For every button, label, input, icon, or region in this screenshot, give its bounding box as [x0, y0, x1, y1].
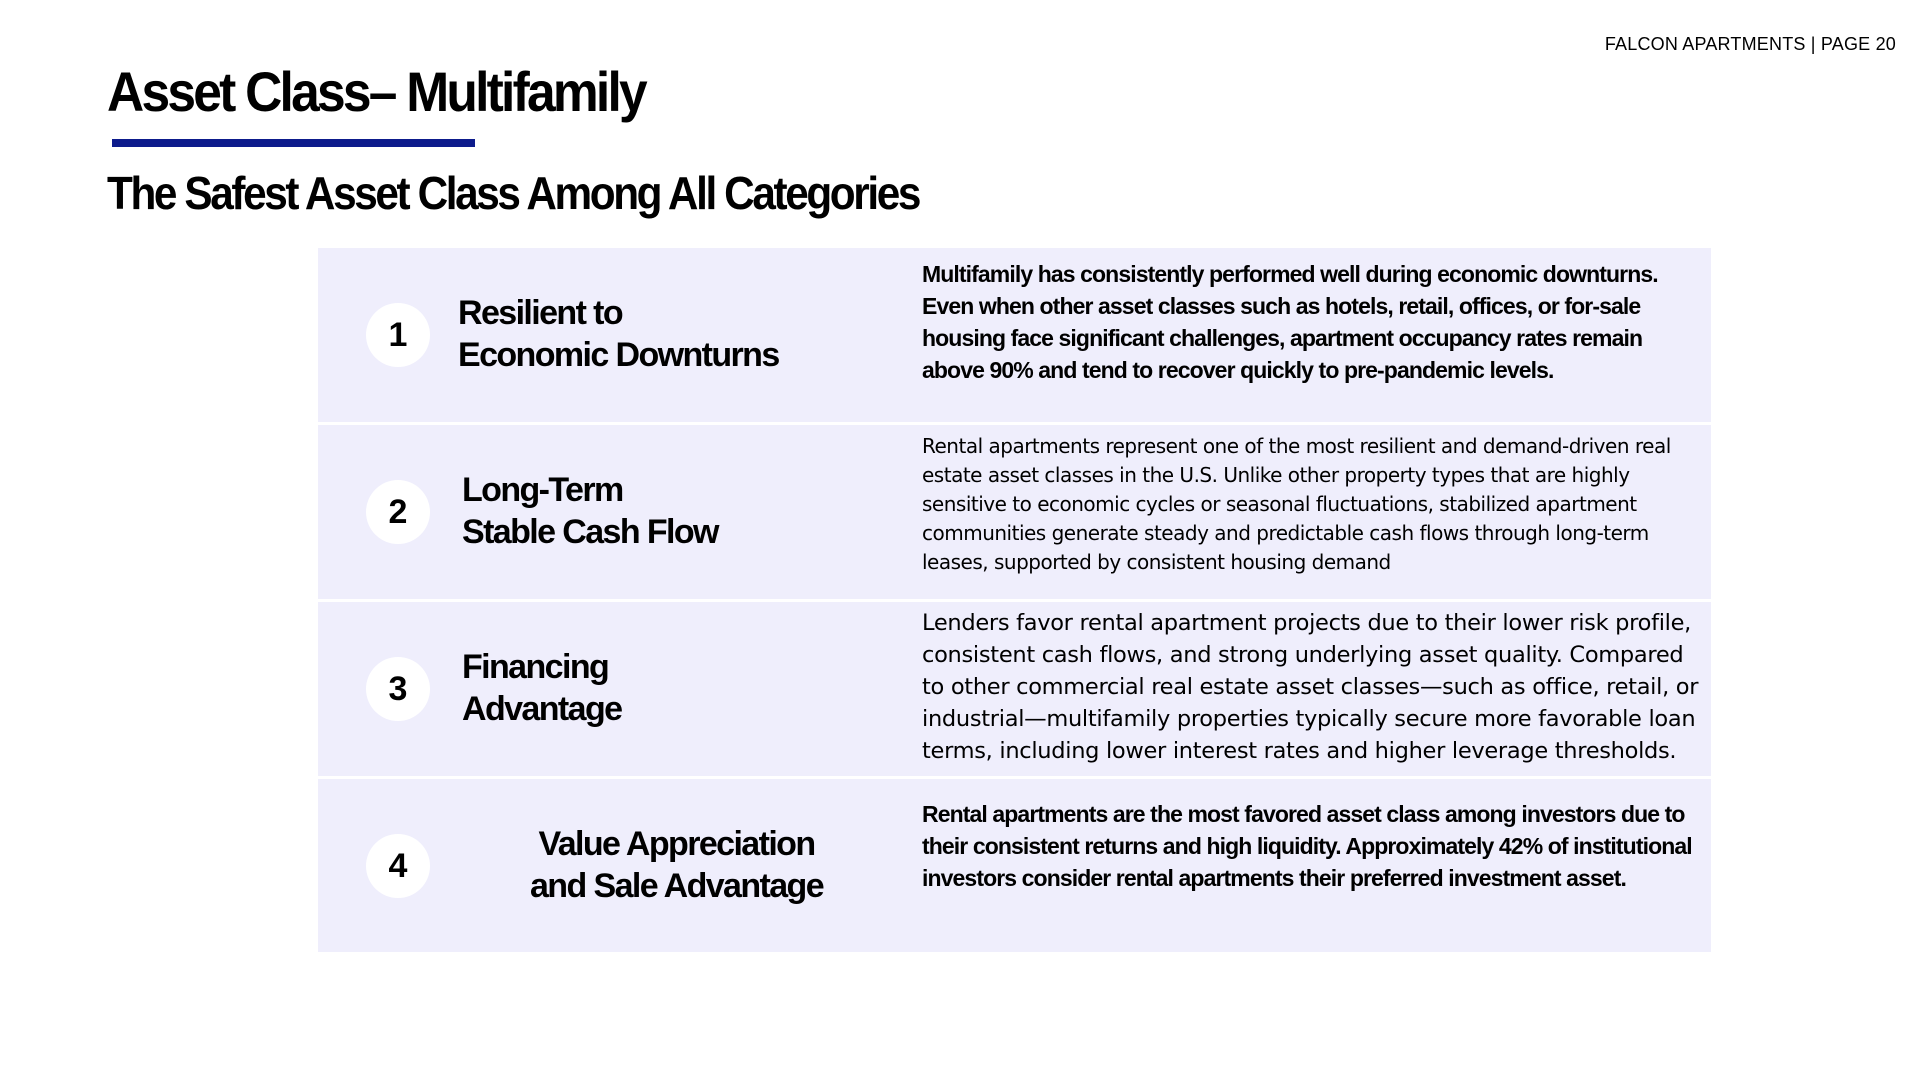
benefit-title	[462, 646, 621, 730]
benefit-description: Multifamily has consistently performed well during economic downturns. Even when other asset classes such as hotels, retail, offices, or for-sale housing face significant challenges, apartment occupancy rates remain above 90% and tend to recover quickly to pre-pandemic levels.	[922, 261, 1658, 383]
number-badge: 4	[366, 834, 430, 898]
benefit-title-line-1: Financing	[462, 648, 609, 686]
benefit-row-2	[318, 425, 1711, 599]
benefit-title-line-2: and Sale Advantage	[530, 867, 824, 905]
benefit-title-line-2: Stable Cash Flow	[462, 513, 718, 551]
number-badge: 1	[366, 303, 430, 367]
number-badge: 3	[366, 657, 430, 721]
benefit-title-line-2: Economic Downturns	[458, 336, 779, 374]
benefit-description: Rental apartments are the most favored asset class among investors due to their consistent returns and high liquidity. Approximately 42% of institutional investors consider rental apartments their preferred investment asset.	[922, 801, 1692, 891]
benefit-title-line-2: Advantage	[462, 690, 622, 728]
benefit-description: Lenders favor rental apartment projects due to their lower risk profile, consistent cash flows, and strong underlying asset quality. Compared to other commercial real estate asset classes—such as office, retail, or industrial—multifamily properties typically secure more favorable loan terms, including lower interest rates and higher leverage thresholds.	[922, 610, 1699, 764]
benefit-row-3	[318, 602, 1711, 776]
title-underline	[112, 139, 475, 147]
benefit-title-line-1: Long-Term	[462, 471, 623, 509]
benefit-row-1	[318, 248, 1711, 422]
benefit-row-4	[318, 779, 1711, 952]
benefit-title	[462, 469, 718, 553]
benefit-title	[530, 823, 823, 907]
benefit-title	[458, 292, 779, 376]
page-header-label: FALCON APARTMENTS | PAGE 20	[1604, 34, 1896, 54]
benefits-table	[318, 248, 1711, 952]
page-subtitle: The Safest Asset Class Among All Categories	[107, 167, 919, 219]
benefit-title-line-1: Resilient to	[458, 294, 623, 332]
number-badge: 2	[366, 480, 430, 544]
benefit-description: Rental apartments represent one of the most resilient and demand-driven real estate asset classes in the U.S. Unlike other property types that are highly sensitive to economic cycles or seasonal fluctuations, stabilized apartment communities generate steady and predictable cash flows through long-term leases, supported by consistent housing demand	[922, 434, 1671, 574]
page-title: Asset Class– Multifamily	[107, 60, 645, 123]
benefit-title-line-1: Value Appreciation	[538, 825, 815, 863]
